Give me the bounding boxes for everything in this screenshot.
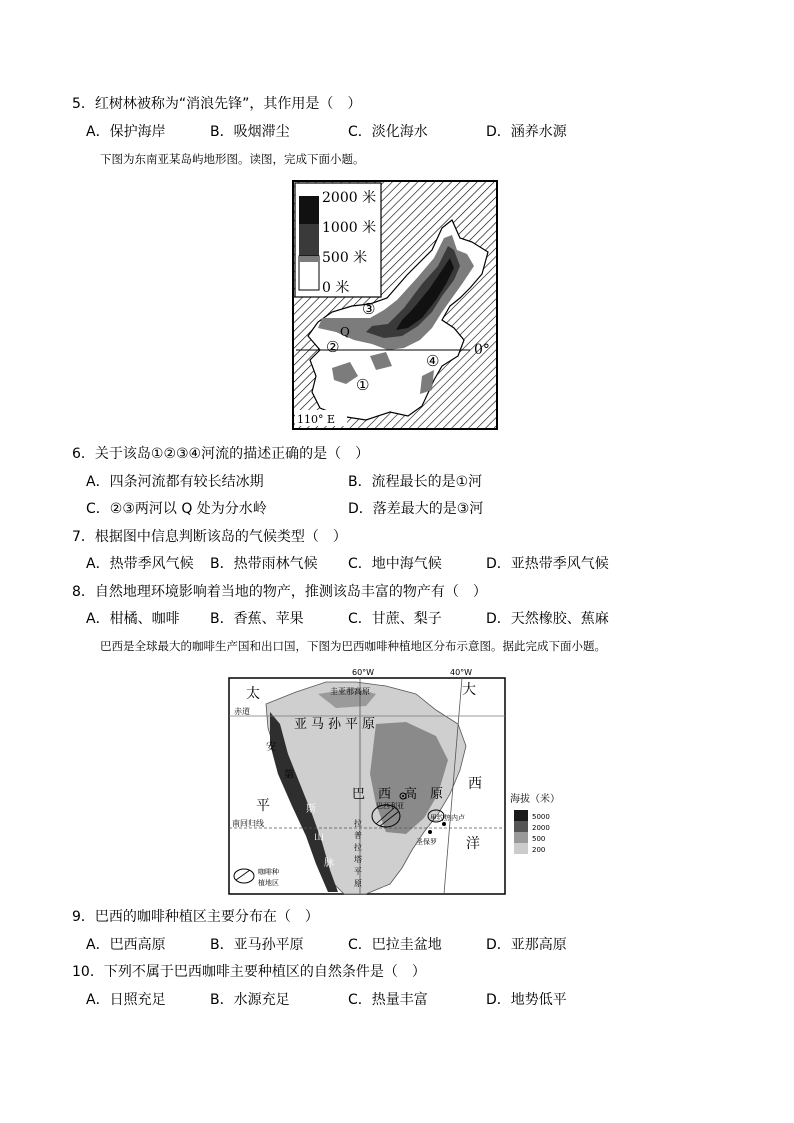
elev-label-200: 200 [532,846,546,854]
q7-option-d: D．亚热带季风气候 [486,556,609,572]
guiana-label: 圭亚那高原 [330,687,370,696]
q10-option-a: A．日照充足 [86,992,166,1008]
elev-swatch-200 [514,843,528,854]
laplata-label-6: 原 [354,879,362,888]
q9-option-d: D．亚那高原 [486,937,567,953]
elev-label-500: 500 [532,835,546,843]
laplata-label-4: 塔 [354,855,362,864]
legend-label-500: 500 米 [322,250,368,266]
elev-swatch-2000 [514,821,528,832]
q8-option-d: D．天然橡胶、蕉麻 [486,611,609,627]
q10-option-b: B．水源充足 [210,992,290,1008]
river-label-1: ① [356,376,370,394]
q8-option-c: C．甘蔗、梨子 [348,611,442,627]
atlantic-label-xi: 西 [468,776,482,792]
atlantic-label-da: 大 [462,682,476,698]
q8-option-a: A．柑橘、咖啡 [86,611,180,627]
elev-label-5000: 5000 [532,813,550,821]
elevation-legend-title: 海拔（米） [510,794,560,805]
elev-label-2000: 2000 [532,824,550,832]
q6-stem: 6．关于该岛①②③④河流的描述正确的是（ ） [72,446,370,462]
equator-label: 0° [474,342,490,358]
atlantic-label-yang: 洋 [466,836,480,852]
tropic-label: 南回归线 [232,819,264,828]
q-point-label: Q [340,325,350,339]
q8-stem: 8．自然地理环境影响着当地的物产，推测该岛丰富的物产有（ ） [72,584,487,600]
q6-option-a: A．四条河流都有较长结冰期 [86,474,264,490]
laplata-label-5: 平 [354,867,362,876]
pacific-label-tai: 太 [246,686,260,702]
q10-stem: 10．下列不属于巴西咖啡主要种植区的自然条件是（ ） [72,964,426,980]
lon-60w-label: 60°W [352,668,375,677]
coffee-legend-label-2: 植地区 [258,879,279,887]
laplata-label-3: 拉 [354,843,362,852]
andes-label-3: 斯 [306,804,316,815]
legend-swatch-500 [299,256,319,262]
legend-swatch-1000 [299,224,319,256]
lon-40w-label: 40°W [450,668,473,677]
saopaulo-city-dot [428,830,432,834]
island-terrain-map [292,180,498,430]
q7-option-c: C．地中海气候 [348,556,442,572]
coffee-legend-label-1: 咖啡种 [258,868,279,876]
elev-swatch-5000 [514,810,528,821]
equator-label: 赤道 [234,707,250,716]
q8-option-b: B．香蕉、苹果 [210,611,304,627]
legend-label-2000: 2000 米 [322,190,377,206]
q9-option-b: B．亚马孙平原 [210,937,304,953]
q6-option-d: D．落差最大的是③河 [348,501,484,517]
q5-option-c: C．淡化海水 [348,124,428,140]
q9-option-a: A．巴西高原 [86,937,166,953]
laplata-label-1: 拉 [354,819,362,828]
q5-option-d: D．涵养水源 [486,124,567,140]
intro-brazil: 巴西是全球最大的咖啡生产国和出口国，下图为巴西咖啡种植地区分布示意图。据此完成下面小题。 [100,639,606,653]
river-label-3: ③ [362,300,376,318]
brasilia-label: 巴西利亚 [376,802,404,810]
q5-option-b: B．吸烟滞尘 [210,124,290,140]
q9-stem: 9．巴西的咖啡种植区主要分布在（ ） [72,909,319,925]
q7-option-b: B．热带雨林气候 [210,556,318,572]
q6-option-c: C．②③两河以 Q 处为分水岭 [86,501,267,517]
river-label-4: ④ [426,352,440,370]
legend-label-1000: 1000 米 [322,220,377,236]
amazon-label: 亚马孙平原 [294,717,380,732]
intro-island: 下图为东南亚某岛屿地形图。读图，完成下面小题。 [100,152,365,166]
brazil-coffee-map [226,664,582,898]
river-label-2: ② [326,338,340,356]
rio-label: 里约热内卢 [430,814,465,822]
q9-option-c: C．巴拉圭盆地 [348,937,442,953]
brazil-highland-label: 巴 西 高 原 [352,787,444,802]
andes-label-1: 安 [266,742,276,753]
andes-label-5: 脉 [324,858,334,869]
andes-label-4: 山 [314,832,324,843]
saopaulo-label: 圣保罗 [416,838,437,846]
andes-label-2: 第 [284,770,294,781]
elev-swatch-500 [514,832,528,843]
laplata-label-2: 普 [354,831,362,840]
q7-stem: 7．根据图中信息判断该岛的气候类型（ ） [72,529,347,545]
legend-swatch-2000 [299,196,319,224]
longitude-label: 110° E [297,413,336,426]
pacific-label-ping: 平 [256,798,270,814]
q10-option-d: D．地势低平 [486,992,567,1008]
q7-option-a: A．热带季风气候 [86,556,194,572]
legend-label-0: 0 米 [322,280,350,296]
q5-option-a: A．保护海岸 [86,124,166,140]
q10-option-c: C．热量丰富 [348,992,428,1008]
q6-option-b: B．流程最长的是①河 [348,474,483,490]
q5-stem: 5．红树林被称为“消浪先锋”，其作用是（ ） [72,96,362,112]
rio-city-dot [442,822,446,826]
